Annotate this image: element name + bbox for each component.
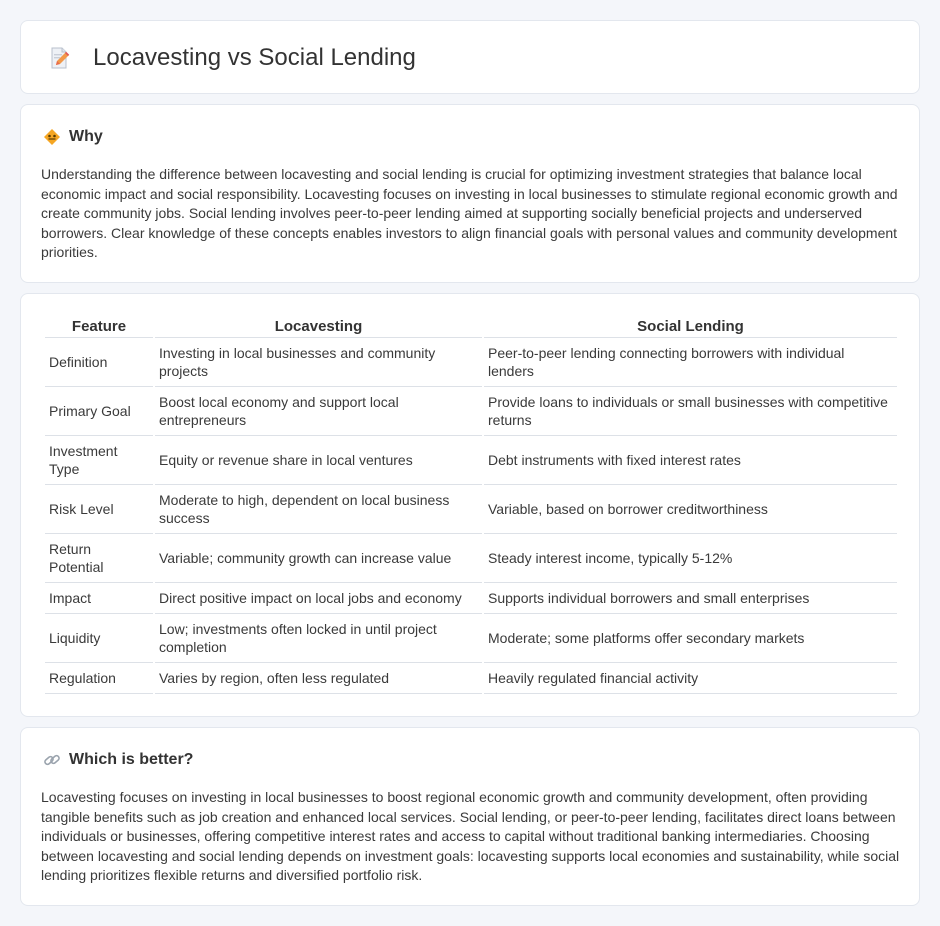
link-icon	[43, 751, 61, 769]
header-locavesting: Locavesting	[155, 316, 482, 338]
locavesting-cell: Investing in local businesses and community projects	[155, 338, 482, 387]
feature-cell: Risk Level	[45, 485, 153, 534]
feature-cell: Primary Goal	[45, 387, 153, 436]
why-section	[20, 104, 920, 283]
table-row	[45, 338, 897, 387]
better-text: Locavesting focuses on investing in local businesses to boost regional economic growth and community development, often providing tangible benefits such as job creation and enhanced local services. Social lending, or peer-to-peer lending, facilitates direct loans between individuals or businesses, offering competitive interest rates and access to capital without traditional banking intermediaries. Choosing between locavesting and social lending depends on investment goals: locavesting supports local economies and sustainability, while social lending prioritizes flexible returns and diversified portfolio risk.	[41, 789, 900, 883]
locavesting-cell: Variable; community growth can increase value	[155, 534, 482, 583]
social-lending-cell: Steady interest income, typically 5-12%	[484, 534, 897, 583]
warning-sign-icon	[43, 128, 61, 146]
title-card	[20, 20, 920, 94]
social-lending-cell: Supports individual borrowers and small enterprises	[484, 583, 897, 614]
feature-cell: Return Potential	[45, 534, 153, 583]
header-social-lending: Social Lending	[484, 316, 897, 338]
feature-cell: Investment Type	[45, 436, 153, 485]
locavesting-cell: Boost local economy and support local entrepreneurs	[155, 387, 482, 436]
table-row	[45, 436, 897, 485]
why-header	[43, 127, 103, 147]
table-row	[45, 663, 897, 694]
which-better-section	[20, 727, 920, 906]
feature-cell: Liquidity	[45, 614, 153, 663]
better-heading: Which is better?	[69, 751, 194, 768]
header-feature: Feature	[45, 316, 153, 338]
social-lending-cell: Moderate; some platforms offer secondary markets	[484, 614, 897, 663]
table-row	[45, 387, 897, 436]
locavesting-cell: Moderate to high, dependent on local business success	[155, 485, 482, 534]
social-lending-cell: Peer-to-peer lending connecting borrowers with individual lenders	[484, 338, 897, 387]
social-lending-cell: Heavily regulated financial activity	[484, 663, 897, 694]
better-header	[43, 750, 193, 770]
table-row	[45, 534, 897, 583]
table-header-row	[45, 316, 897, 338]
locavesting-cell: Equity or revenue share in local ventures	[155, 436, 482, 485]
table-row	[45, 485, 897, 534]
locavesting-cell: Direct positive impact on local jobs and economy	[155, 583, 482, 614]
locavesting-cell: Varies by region, often less regulated	[155, 663, 482, 694]
feature-cell: Regulation	[45, 663, 153, 694]
locavesting-cell: Low; investments often locked in until project completion	[155, 614, 482, 663]
document-pencil-icon	[47, 46, 71, 70]
comparison-table	[43, 316, 899, 694]
table-row	[45, 583, 897, 614]
social-lending-cell: Variable, based on borrower creditworthiness	[484, 485, 897, 534]
comparison-section	[20, 293, 920, 717]
feature-cell: Definition	[45, 338, 153, 387]
social-lending-cell: Provide loans to individuals or small businesses with competitive returns	[484, 387, 897, 436]
social-lending-cell: Debt instruments with fixed interest rates	[484, 436, 897, 485]
page-title: Locavesting vs Social Lending	[93, 44, 416, 71]
why-heading: Why	[69, 128, 103, 145]
why-text: Understanding the difference between locavesting and social lending is crucial for optimizing investment strategies that balance local economic impact and social responsibility. Locavesting focuses on investing in local businesses to stimulate regional economic growth and create community jobs. Social lending involves peer-to-peer lending aimed at supporting socially beneficial projects and underserved borrowers. Clear knowledge of these concepts enables investors to align financial goals with personal values and community development priorities.	[41, 166, 898, 260]
feature-cell: Impact	[45, 583, 153, 614]
table-row	[45, 614, 897, 663]
